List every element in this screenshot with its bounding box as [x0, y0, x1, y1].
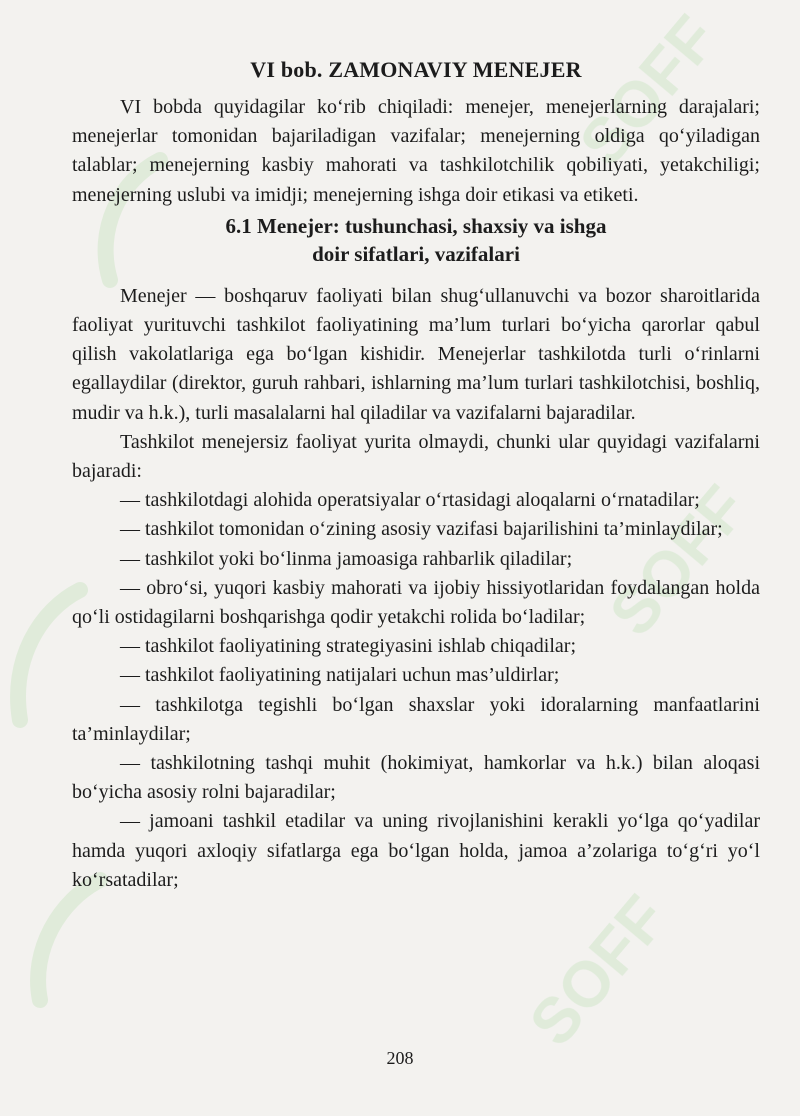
page-content [72, 55, 760, 895]
chapter-intro: VI bobda quyidagilar ko‘rib chiqiladi: menejer, menejerlarning darajalari; menejerlar tomonidan bajariladigan vazifalar; menejerning oldiga qo‘yiladigan talablar; menejerning kasbiy mahorati va tashkilotchilik qobiliyati, yetakchiligi; menejerning uslubi va imidji; menejerning ishga doir etikasi va etiketi. [72, 96, 760, 206]
section-title [72, 212, 760, 268]
section-title-line1: 6.1 Menejer: tushunchasi, shaxsiy va ishga [225, 213, 607, 238]
section-title-line2: doir sifatlari, vazifalari [312, 241, 520, 266]
list-item: — tashkilot tomonidan o‘zining asosiy vazifasi bajarilishini ta’minlaydilar; [120, 518, 723, 541]
definition-paragraph: Menejer — boshqaruv faoliyati bilan shug‘ullanuvchi va bozor sharoitlarida faoliyat yurituvchi tashkilot faoliyatining ma’lum turlari bo‘yicha qarorlar qabul qilish vakolatlariga ega bo‘lgan kishidir. Menejerlar tashkilotda turli o‘rinlarni egallaydilar (direktor, guruh rahbari, ishlarning ma’lum turlari tashkilotchisi, boshliq, mudir va h.k.), turli masalalarni hal qiladilar va vazifalarni bajaradilar. [72, 284, 760, 424]
list-item: — tashkilotdagi alohida operatsiyalar o‘rtasidagi aloqalarni o‘rnatadilar; [120, 489, 700, 512]
list-item: — tashkilot yoki bo‘linma jamoasiga rahbarlik qiladilar; [120, 547, 573, 570]
watermark-text-middle: SOFF [595, 471, 761, 649]
list-item: — obro‘si, yuqori kasbiy mahorati va ijobiy hissiyotlaridan foydalangan holda qo‘li ostidagilarni boshqarishga qodir yetakchi rolida bo‘ladilar; [72, 576, 760, 629]
list-item: — tashkilotning tashqi muhit (hokimiyat, hamkorlar va h.k.) bilan aloqasi bo‘yicha asosiy rolni bajaradilar; [72, 752, 760, 804]
watermark-logo-bottom [38, 880, 100, 1000]
page-number: 208 [386, 1048, 414, 1068]
chapter-title: VI bob. ZAMONAVIY MENEJER [250, 57, 582, 82]
list-item: — tashkilotga tegishli bo‘lgan shaxslar yoki idoralarning manfaatlarini ta’minlaydilar; [72, 693, 760, 745]
watermark-logo-middle [18, 590, 80, 720]
watermark-text-bottom: SOFF [515, 881, 681, 1059]
list-item: — jamoani tashkil etadilar va uning rivojlanishini kerakli yo‘lga qo‘yadilar hamda yuqori axloqiy sifatlarga ega bo‘lgan holda, jamoa a’zolariga to‘g‘ri yo‘l ko‘rsatadilar; [72, 810, 760, 891]
list-item: — tashkilot faoliyatining strategiyasini ishlab chiqadilar; [120, 635, 577, 658]
list-item: — tashkilot faoliyatining natijalari uchun mas’uldirlar; [120, 664, 560, 687]
watermark-text-top: SOFF [565, 1, 731, 179]
functions-list [72, 486, 760, 895]
functions-intro: Tashkilot menejersiz faoliyat yurita olmaydi, chunki ular quyidagi vazifalarni bajaradi: [72, 430, 760, 483]
